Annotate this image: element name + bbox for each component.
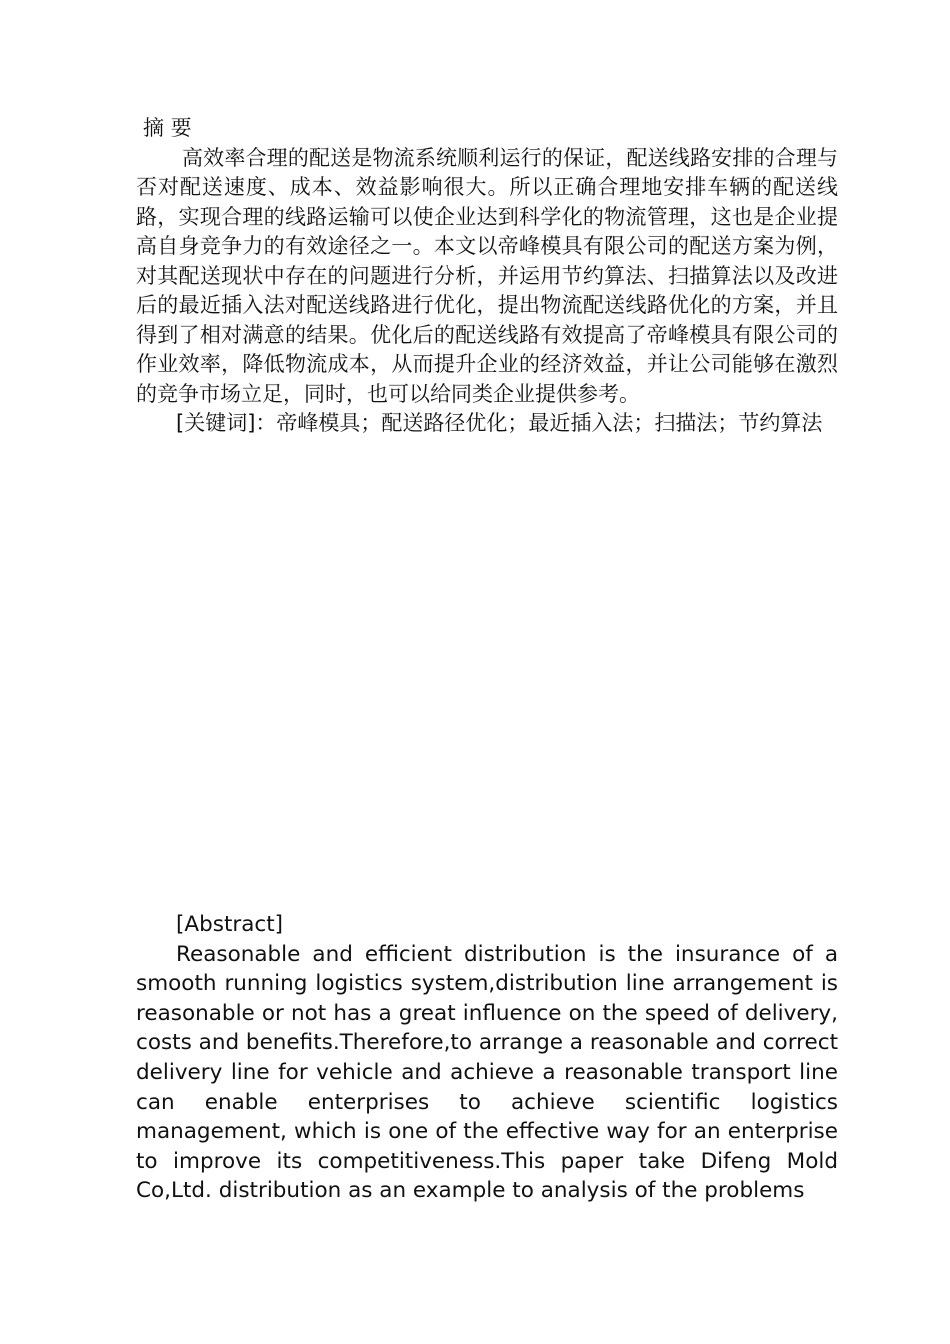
chinese-abstract-body: 高效率合理的配送是物流系统顺利运行的保证，配送线路安排的合理与否对配送速度、成本、效益影响很大。所以正确合理地安排车辆的配送线路，实现合理的线路运输可以使企业达到科学化的物流管理，这也是企业提高自身竞争力的有效途径之一。本文以帝峰模具有限公司的配送方案为例，对其配送现状中存在的问题进行分析，并运用节约算法、扫描算法以及改进后的最近插入法对配送线路进行优化，提出物流配送线路优化的方案，并且得到了相对满意的结果。优化后的配送线路有效提高了帝峰模具有限公司的作业效率，降低物流成本，从而提升企业的经济效益，并让公司能够在激烈的竞争市场立足，同时，也可以给同类企业提供参考。 [136, 145, 838, 406]
english-abstract-title: [Abstract] [176, 912, 284, 937]
english-abstract-body: Reasonable and efficient distribution is the insurance of a smooth running logistics system,distribution line arrangement is reasonable or not has a great influence on the speed of delivery, costs and benefits.Therefore,to arrange a reasonable and correct delivery line for vehicle and achieve a reasonable transport line can enable enterprises to achieve scientific logistics management, which is one of the effective way for an enterprise to improve its competitiveness.This paper take Difeng Mold Co,Ltd. distribution as an example to analysis of the problems [136, 941, 838, 1204]
chinese-abstract-title: 摘 要 [143, 116, 192, 140]
chinese-keywords: [关键词]：帝峰模具；配送路径优化；最近插入法；扫描法；节约算法 [176, 411, 823, 435]
english-abstract-section [136, 910, 838, 1206]
chinese-abstract-section [136, 114, 838, 439]
